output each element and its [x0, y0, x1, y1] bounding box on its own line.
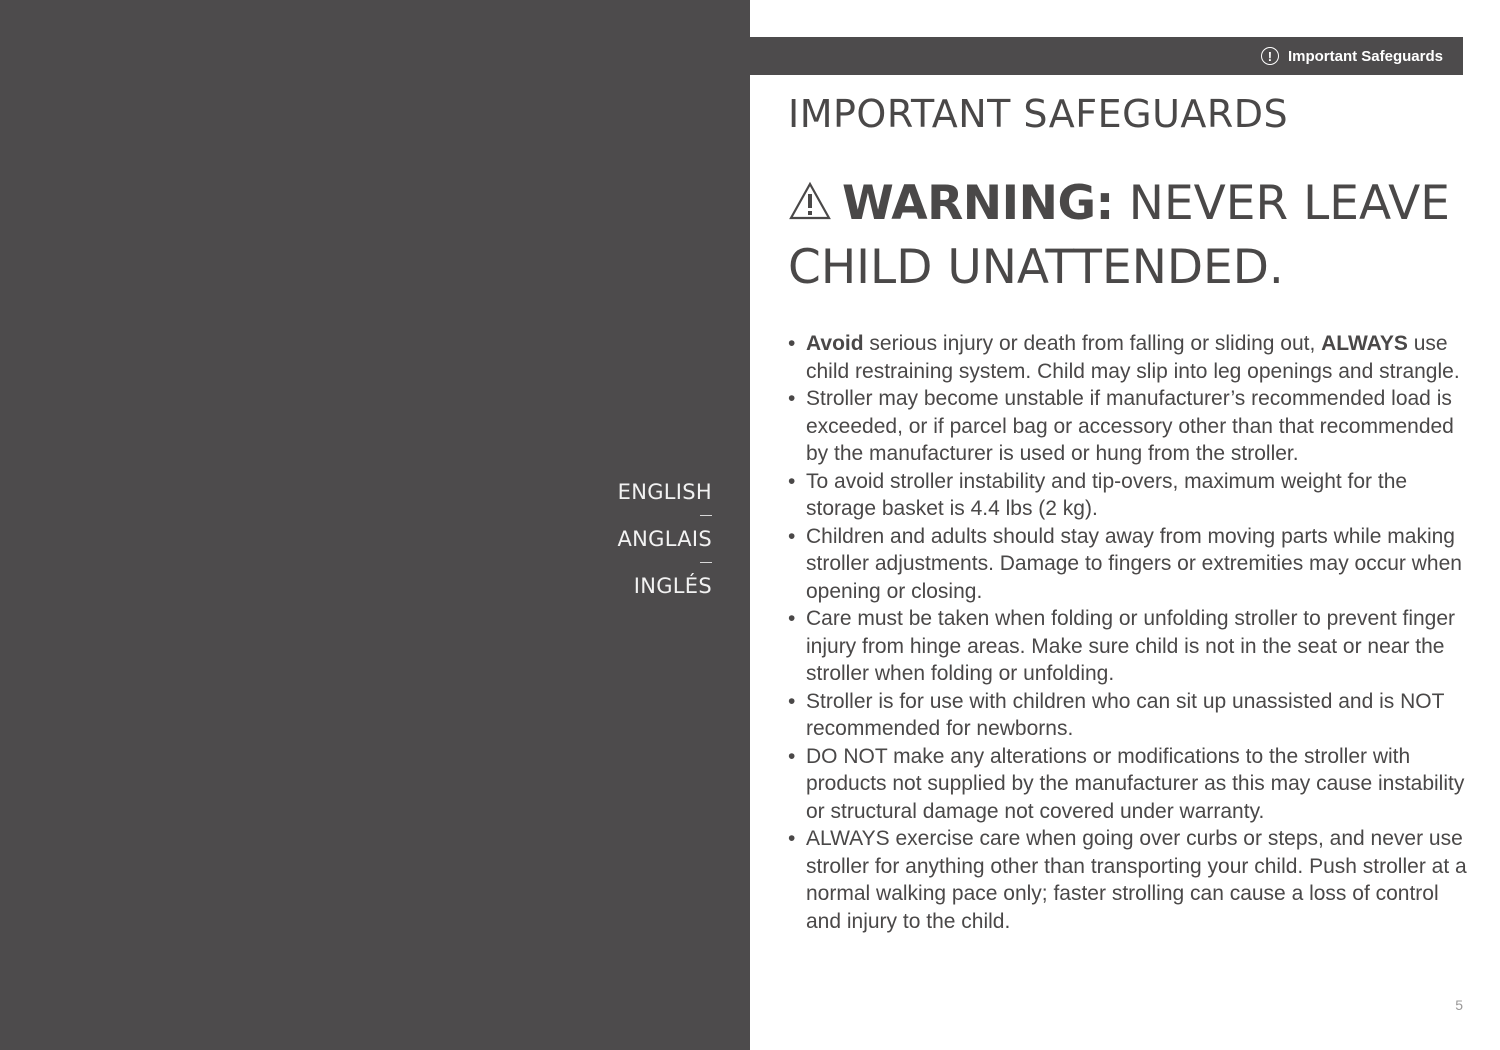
bullet-text: use child restraining system. Child may slip into leg openings and strangle.: [806, 332, 1460, 383]
warning-heading: [788, 172, 1468, 300]
list-item: [788, 330, 1468, 385]
section-header-bar: [750, 37, 1463, 75]
bullet-lead-emphasis: Avoid: [806, 332, 864, 355]
bullet-emphasis: ALWAYS: [1321, 332, 1408, 355]
list-item: • Children and adults should stay away from moving parts while making stroller adjustments. Damage to fingers or extremities may occur when opening or closing.: [788, 523, 1468, 606]
language-list: [617, 478, 712, 600]
safeguards-list: [788, 330, 1468, 935]
language-french: ANGLAIS: [617, 527, 712, 551]
language-divider: [700, 515, 712, 516]
list-item: • Care must be taken when folding or unfolding stroller to prevent finger injury from hinge areas. Make sure child is not in the seat or near the stroller when folding or unfolding.: [788, 605, 1468, 688]
language-english: ENGLISH: [617, 480, 712, 504]
warning-label: WARNING:: [842, 176, 1114, 231]
page-title: IMPORTANT SAFEGUARDS: [788, 92, 1289, 136]
language-divider: [700, 562, 712, 563]
exclamation-circle-icon: !: [1261, 47, 1279, 65]
section-header-label: Important Safeguards: [1287, 47, 1443, 65]
list-item: • DO NOT make any alterations or modifications to the stroller with products not supplied by the manufacturer as this may cause instability or structural damage not covered under warranty.: [788, 743, 1468, 826]
list-item: • To avoid stroller instability and tip-overs, maximum weight for the storage basket is 4.4 lbs (2 kg).: [788, 468, 1468, 523]
list-item: • ALWAYS exercise care when going over curbs or steps, and never use stroller for anything other than transporting your child. Push stroller at a normal walking pace only; faster strolling can cause a loss of control and injury to the child.: [788, 825, 1468, 935]
language-spanish: INGLÉS: [633, 574, 712, 598]
list-item: • Stroller is for use with children who can sit up unassisted and is NOT recommended for newborns.: [788, 688, 1468, 743]
list-item: • Stroller may become unstable if manufacturer’s recommended load is exceeded, or if parcel bag or accessory other than that recommended by the manufacturer is used or hung from the stroller.: [788, 385, 1468, 468]
bullet-text: serious injury or death from falling or sliding out,: [869, 332, 1316, 355]
warning-triangle-icon: [788, 181, 832, 221]
page-number: 5: [1455, 997, 1463, 1013]
content-page: [750, 0, 1500, 1050]
warning-text: NEVER LEAVE CHILD UNATTENDED.: [788, 176, 1450, 295]
